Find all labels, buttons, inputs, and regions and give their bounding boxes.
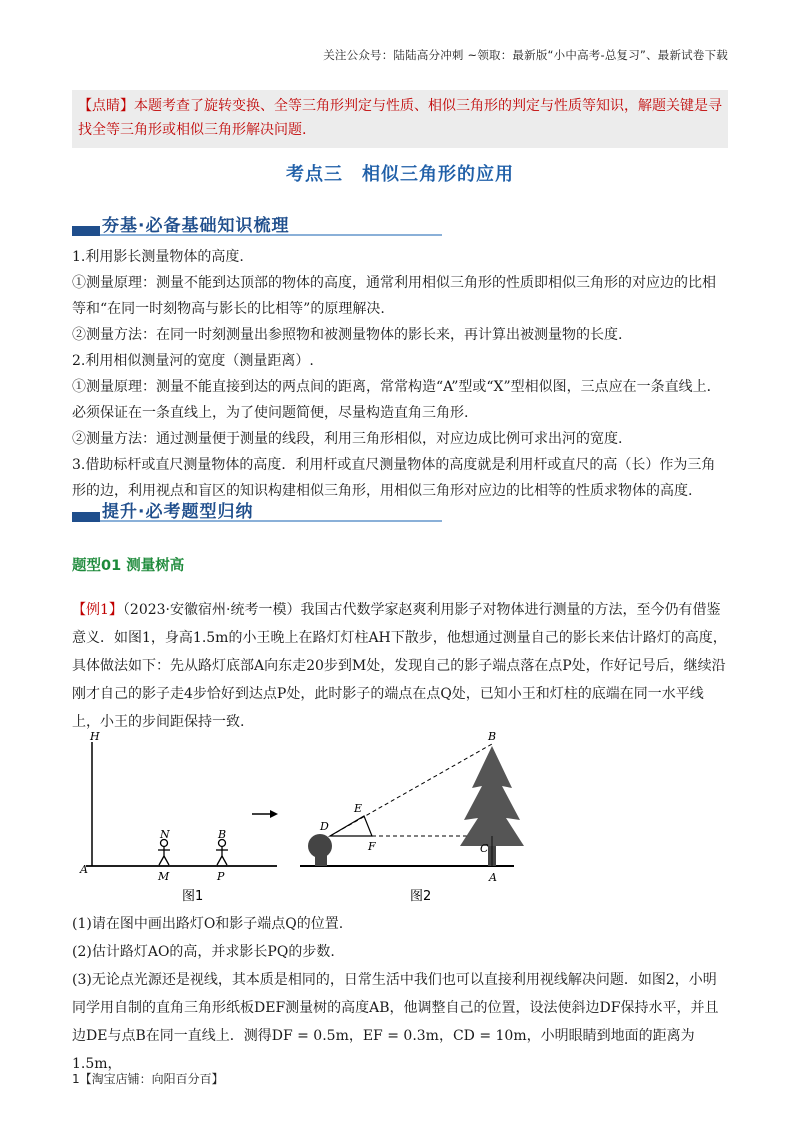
label-D: D <box>320 820 329 833</box>
figure-1 <box>79 730 277 904</box>
key-point-tag: 【点睛】 <box>78 98 134 114</box>
label-F: F <box>368 840 376 853</box>
question-3: (3)无论点光源还是视线，其本质是相同的，日常生活中我们也可以直接利用视线解决问题．如图2，小明同学用自制的直角三角形纸板DEF测量树的高度AB，他调整自己的位置，设法使斜边DF保持水平，并且边DE与点B在同一直线上．测得DF = 0.5m，EF = 0.3m，CD = 10m，小明眼睛到地面的距离为1.5m， <box>72 972 719 1072</box>
knowledge-section <box>72 244 728 504</box>
label-B2: B <box>488 730 497 743</box>
page-header: 关注公众号：陆陆高分冲刺 ~领取：最新版“小中高考-总复习”、最新试卷下载 <box>323 48 728 62</box>
label-C: C <box>480 842 489 855</box>
banner-foundation <box>72 212 452 240</box>
sub-questions <box>72 910 728 1078</box>
key-point-text: 本题考查了旋转变换、全等三角形判定与性质、相似三角形的判定与性质等知识，解题关键是寻找全等三角形或相似三角形解决问题. <box>78 98 722 138</box>
knowledge-line: 1.利用影长测量物体的高度. <box>72 249 244 265</box>
label-A2: A <box>489 871 497 884</box>
banner-marker <box>72 512 100 522</box>
label-P: P <box>217 870 225 883</box>
knowledge-line: ①测量原理：测量不能直接到达的两点间的距离，常常构造“A”型或“X”型相似图，三点应在一条直线上．必须保证在一条直线上，为了使问题简便，尽量构造直角三角形. <box>72 379 721 421</box>
label-N: N <box>160 828 170 841</box>
section-title: 考点三 相似三角形的应用 <box>286 164 514 185</box>
knowledge-line: 3.借助标杆或直尺测量物体的高度．利用杆或直尺测量物体的高度就是利用杆或直尺的高（长）作为三角形的边，利用视点和盲区的知识构建相似三角形，用相似三角形对应边的比相等的性质求物体的高度. <box>72 457 716 499</box>
question-2: (2)估计路灯AO的高，并求影长PQ的步数. <box>72 944 335 960</box>
fig2-caption: 图2 <box>410 889 432 904</box>
knowledge-line: ②测量方法：在同一时刻测量出参照物和被测量物体的影长来，再计算出被测量物的长度. <box>72 327 623 343</box>
question-type-title: 题型01 测量树高 <box>72 558 185 574</box>
triangle-DEF <box>330 816 372 836</box>
example-tag: 【例1】 <box>72 602 123 618</box>
key-point-box <box>72 90 728 148</box>
label-B: B <box>218 828 227 841</box>
banner-improve <box>72 498 452 526</box>
knowledge-line: ①测量原理：测量不能到达顶部的物体的高度，通常利用相似三角形的性质即相似三角形的对应边的比相等和“在同一时刻物高与影长的比相等”的原理解决. <box>72 275 716 317</box>
knowledge-line: 2.利用相似测量河的宽度（测量距离）. <box>72 353 314 369</box>
label-H: H <box>90 730 100 743</box>
question-1: (1)请在图中画出路灯O和影子端点Q的位置. <box>72 916 344 932</box>
geometry-figures <box>72 728 532 906</box>
page-footer: 1【淘宝店铺：向阳百分百】 <box>72 1072 224 1086</box>
label-E: E <box>354 802 363 815</box>
banner-foundation-label: 夯基·必备基础知识梳理 <box>102 216 290 236</box>
observer-icon <box>308 834 332 866</box>
arrow-icon <box>252 810 278 818</box>
label-M: M <box>158 870 170 883</box>
fig1-caption: 图1 <box>182 889 204 904</box>
knowledge-line: ②测量方法：通过测量便于测量的线段，利用三角形相似，对应边成比例可求出河的宽度. <box>72 431 623 447</box>
banner-marker <box>72 226 100 236</box>
figures <box>72 728 532 910</box>
figure-2 <box>300 730 524 904</box>
banner-improve-label: 提升·必考题型归纳 <box>102 502 254 522</box>
label-A: A <box>80 863 88 876</box>
person-icon <box>158 840 170 866</box>
example-text: （2023·安徽宿州·统考一模）我国古代数学家赵爽利用影子对物体进行测量的方法，至今仍有借鉴意义．如图1，身高1.5m的小王晚上在路灯灯柱AH下散步，他想通过测量自己的影长来估计路灯的高度，具体做法如下：先从路灯底部A向东走20步到M处，发现自己的影子端点落在点P处，作好记号后，继续沿刚才自己的影子走4步恰好到达点P处，此时影子的端点在点Q处，已知小王和灯柱的底端在同一水平线上，小王的步间距保持一致. <box>72 602 727 730</box>
example-problem <box>72 596 728 736</box>
person-icon <box>216 840 228 866</box>
